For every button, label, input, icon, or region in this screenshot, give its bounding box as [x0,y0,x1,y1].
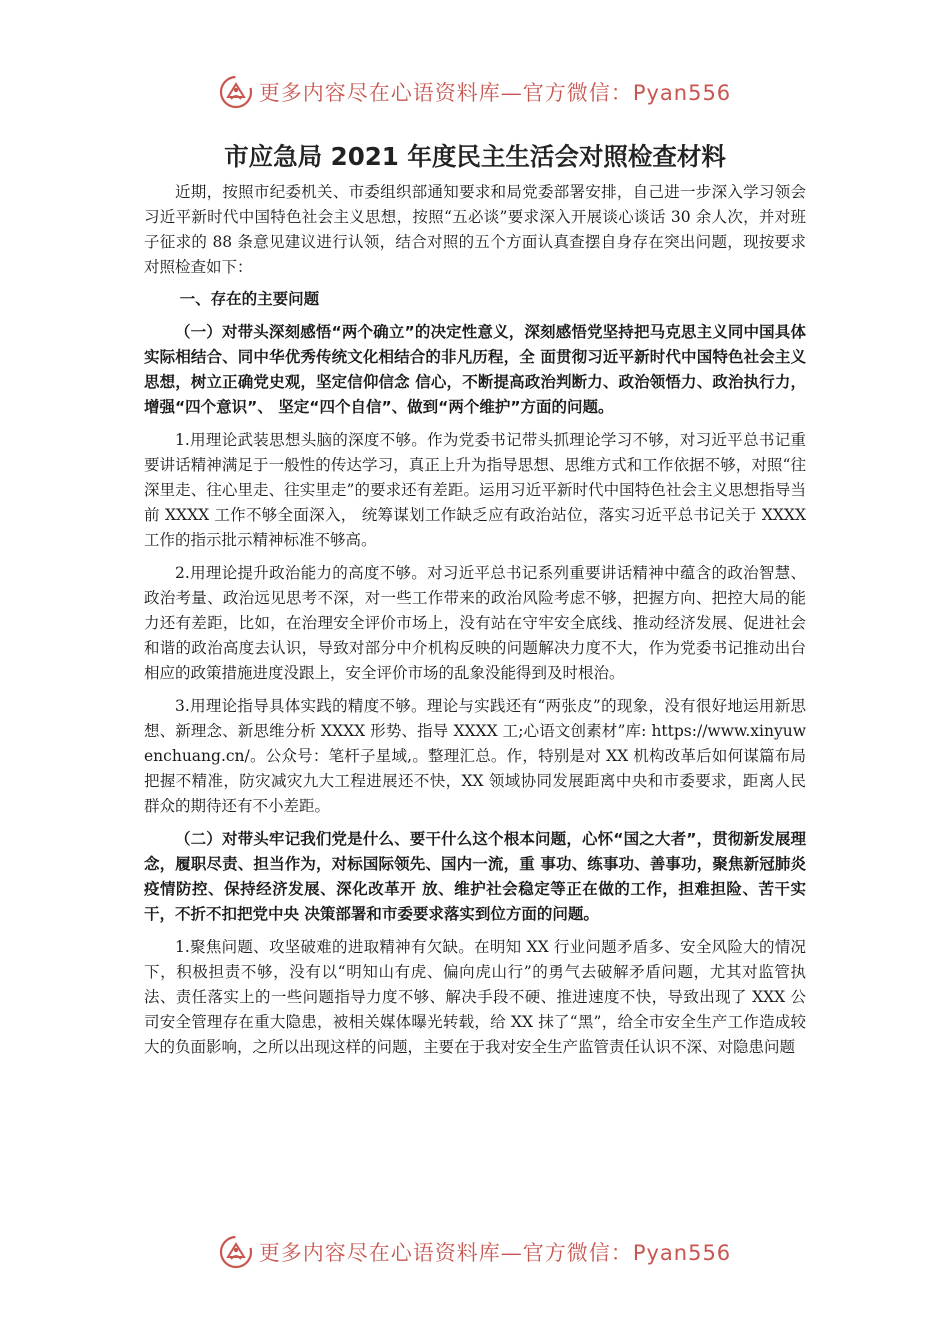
footer-banner [0,1232,950,1272]
brand-logo-icon [219,75,253,109]
document-body [144,180,806,1060]
paragraph-1-1: 1.用理论武装思想头脑的深度不够。作为党委书记带头抓理论学习不够，对习近平总书记重要讲话精神满足于一般性的传达学习，真正上升为指导思想、思维方式和工作依据不够，对照“往深里走、往心里走、往实里走”的要求还有差距。运用习近平新时代中国特色社会主义思想指导当前 XXXX 工作不够全面深入， 统筹谋划工作缺乏应有政治站位，落实习近平总书记关于 XXXX 工作的指示批示精神标准不够高。 [144,431,806,549]
banner-text [259,77,731,107]
banner-text [259,1237,731,1267]
banner-wechat-id: Pyan556 [632,1241,732,1265]
document-title: 市应急局 2021 年度民主生活会对照检查材料 [224,142,726,171]
banner-slogan: 更多内容尽在心语资料库—官方微信： [258,1241,633,1265]
subsection-heading-1: （一）对带头深刻感悟“两个确立”的决定性意义，深刻感悟党坚持把马克思主义同中国具体实际相结合、同中华优秀传统文化相结合的非凡历程，全 面贯彻习近平新时代中国特色社会主义思想，树立正确党史观，坚定信仰信念 信心，不断提高政治判断力、政治领悟力、政治执行力，增强“四个意识”、 坚定“四个自信”、做到“两个维护”方面的问题。 [144,323,806,416]
subsection-heading-2: （二）对带头牢记我们党是什么、要干什么这个根本问题，心怀“国之大者”，贯彻新发展理念，履职尽责、担当作为，对标国际领先、国内一流，重 事功、练事功、善事功，聚焦新冠肺炎疫情防控、保持经济发展、深化改革开 放、维护社会稳定等正在做的工作，担难担险、苦干实干，不折不扣把党中央 决策部署和市委要求落实到位方面的问题。 [144,830,806,923]
paragraph-2-1: 1.聚焦问题、攻坚破难的进取精神有欠缺。在明知 XX 行业问题矛盾多、安全风险大的情况下，积极担责不够，没有以“明知山有虎、偏向虎山行”的勇气去破解矛盾问题，尤其对监管执法、责任落实上的一些问题指导力度不够、解决手段不硬、推进速度不快，导致出现了 XXX 公司安全管理存在重大隐患，被相关媒体曝光转载，给 XX 抹了“黑”，给全市安全生产工作造成较大的负面影响，之所以出现这样的问题，主要在于我对安全生产监管责任认识不深、对隐患问题 [144,938,806,1056]
intro-paragraph: 近期，按照市纪委机关、市委组织部通知要求和局党委部署安排，自己进一步深入学习领会习近平新时代中国特色社会主义思想，按照“五必谈”要求深入开展谈心谈话 30 余人次，并对班子征求的 88 条意见建议进行认领，结合对照的五个方面认真查摆自身存在突出问题，现按要求对照检查如下： [144,183,806,276]
header-banner [0,72,950,112]
banner-wechat-id: Pyan556 [632,81,732,105]
banner-slogan: 更多内容尽在心语资料库—官方微信： [258,81,633,105]
paragraph-1-3: 3.用理论指导具体实践的精度不够。理论与实践还有“两张皮”的现象，没有很好地运用新思想、新理念、新思维分析 XXXX 形势、指导 XXXX 工;心语文创素材”库: https://www.xinyuwenchuang.cn/。公众号：笔杆子星域,。整理汇总。作，特别是对 XX 机构改革后如何谋篇布局把握不精准，防灾减灾九大工程进展还不快，XX 领域协同发展距离中央和市委要求，距离人民群众的期待还有不小差距。 [144,697,806,815]
brand-logo-icon [219,1235,253,1269]
section-heading-1: 一、存在的主要问题 [179,290,320,308]
paragraph-1-2: 2.用理论提升政治能力的高度不够。对习近平总书记系列重要讲话精神中蕴含的政治智慧、政治考量、政治远见思考不深，对一些工作带来的政治风险考虑不够，把握方向、把控大局的能力还有差距，比如，在治理安全评价市场上，没有站在守牢安全底线、推动经济发展、促进社会和谐的政治高度去认识，导致对部分中介机构反映的问题解决力度不大，作为党委书记推动出台相应的政策措施进度没跟上，安全评价市场的乱象没能得到及时根治。 [144,564,806,682]
